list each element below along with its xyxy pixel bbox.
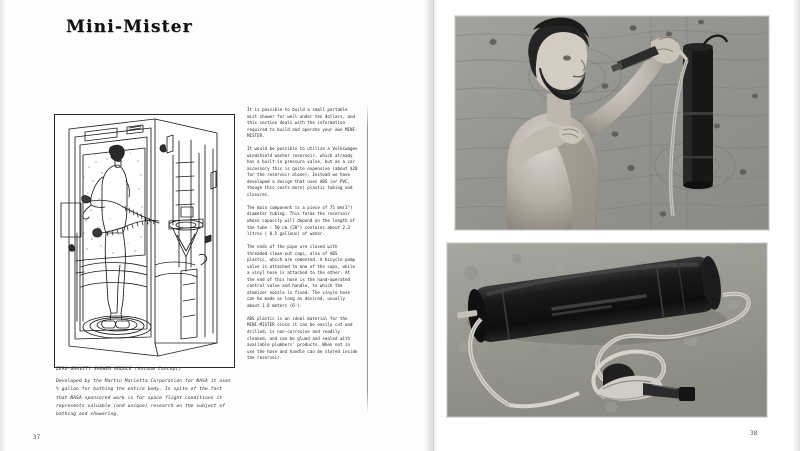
article-paragraph: It would be possible to utilize a Volkswagen windshield washer reservoir, which already has a built-in pressure valve, but as a car accessory this is quite expensive (about $20 for the reservoir alone). Instead we have developed a design that uses ABS (or PVC, though this costs more) plastic tubing and closures. [247,146,358,197]
shower-module-drawing [55,115,231,364]
photo-man-using-mini-mister [455,16,769,230]
article-paragraph: ABS plastic is an ideal material for the MINI-MISTER since it can be easily cut and drilled, is non-corrosive and readily cleaned, and can be glued and sealed with available plumbers' products. When not in use the hose and handle can be stored inside the reservoir. [247,315,358,361]
gutter-shadow [424,0,438,451]
article-paragraph: The ends of the pipe are closed with threaded clean-out caps, also of ABS plastic, which are cemented. A bicycle pump valve is attached to one of the caps, while a vinyl hose is attached to the other. At the end of this hose is the hand-operated control valve and handle, to which the atomizer nozzle is fixed. The vinyle hose can be made as long as desired, usually about 1.8 meters (6'). [247,244,356,308]
illustration-caption [56,366,236,419]
caption-title: ZERO-GRAVITY SHOWER MODULE (Vacuum Concept) [56,367,182,372]
page-number-left: 37 [33,434,41,441]
article-text-column [247,107,359,362]
article-paragraph: It is possible to build a small portable mist shower for well under ten dollars, and this section deals with the information required to build and operate your own MINI-MISTER. [247,107,358,139]
scan-edge-right [792,0,800,451]
shower-module-illustration [54,114,235,368]
caption-body: Developed by the Martin Marietta Corporation for NASA it uses ½ gallon for bathing the entire body. In spite of the fact that NASA-sponsored work is for space flight conditions it represents valuable (and unique) research on the subject of bathing and showering. [56,379,231,418]
photo-mini-mister-assembly [447,243,767,417]
scan-edge-left [0,0,6,451]
photo-man-using-mini-mister-image [455,16,769,230]
photo-mini-mister-assembly-image [447,243,767,417]
column-divider-rule [367,104,368,414]
article-paragraph: The main component is a piece of 75 mm(3") diameter tubing. This forms the reservoir whose capacity will depend on the length of the tube : 50 cm (20") contains about 2.3 litres ( 0.5 gallons) of water. [247,204,356,237]
page-number-right: 38 [750,430,758,437]
page-title: Mini-Mister [66,17,193,37]
